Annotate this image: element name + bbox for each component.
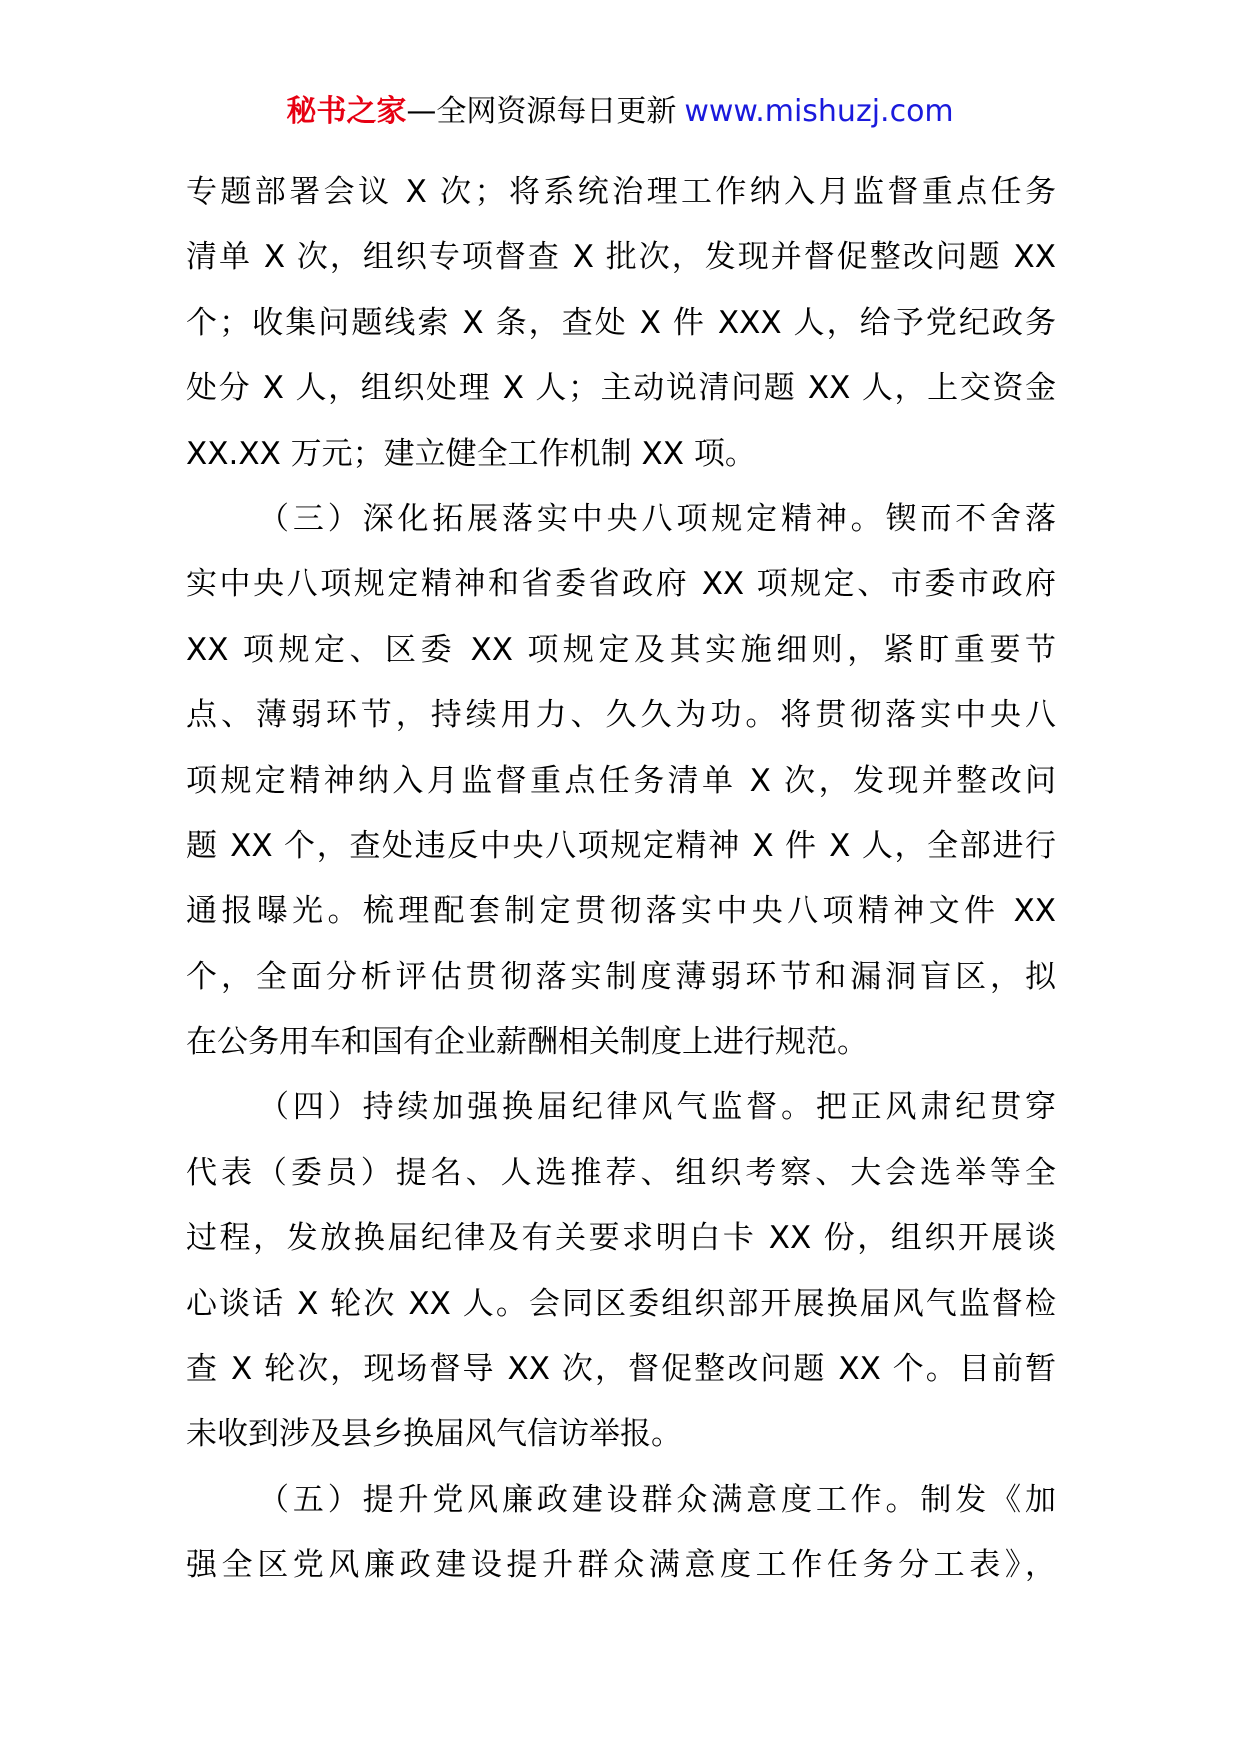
text-line: 点、薄弱环节，持续用力、久久为功。将贯彻落实中央八 [186, 697, 1056, 734]
text-line: 实中央八项规定精神和省委省政府 XX 项规定、市委市政府 [186, 566, 1056, 603]
site-url: www.mishuzj.com [684, 94, 954, 129]
site-tagline: 全网资源每日更新 [436, 94, 677, 129]
text-line: 强全区党风廉政建设提升群众满意度工作任务分工表》， [186, 1547, 1056, 1584]
text-line: 未收到涉及县乡换届风气信访举报。 [186, 1416, 682, 1453]
text-line: 清单 X 次，组织专项督查 X 批次，发现并督促整改问题 XX [186, 239, 1056, 276]
text-line: 项规定精神纳入月监督重点任务清单 X 次，发现并整改问 [186, 762, 1056, 799]
text-line: 查 X 轮次，现场督导 XX 次，督促整改问题 XX 个。目前暂 [186, 1351, 1056, 1388]
site-watermark-header [0, 92, 1240, 132]
document-body [186, 160, 1056, 1599]
text-line: 代表（委员）提名、人选推荐、组织考察、大会选举等全 [186, 1154, 1056, 1191]
header-dash: — [406, 94, 437, 129]
section-heading-line: （五）提升党风廉政建设群众满意度工作。制发《加 [258, 1481, 1056, 1518]
text-line: XX.XX 万元；建立健全工作机制 XX 项。 [186, 435, 756, 472]
text-line: 心谈话 X 轮次 XX 人。会同区委组织部开展换届风气监督检 [186, 1285, 1056, 1322]
site-brand: 秘书之家 [286, 94, 407, 129]
text-line: 个；收集问题线索 X 条，查处 X 件 XXX 人，给予党纪政务 [186, 304, 1056, 341]
text-line: 处分 X 人，组织处理 X 人；主动说清问题 XX 人，上交资金 [186, 370, 1056, 407]
text-line: 过程，发放换届纪律及有关要求明白卡 XX 份，组织开展谈 [186, 1220, 1056, 1257]
text-line: 专题部署会议 X 次；将系统治理工作纳入月监督重点任务 [186, 174, 1056, 210]
text-line: 通报曝光。梳理配套制定贯彻落实中央八项精神文件 XX [186, 893, 1056, 930]
text-line: 在公务用车和国有企业薪酬相关制度上进行规范。 [186, 1024, 868, 1061]
text-line: XX 项规定、区委 XX 项规定及其实施细则，紧盯重要节 [186, 631, 1056, 668]
text-line: 题 XX 个，查处违反中央八项规定精神 X 件 X 人，全部进行 [186, 827, 1056, 864]
text-line: 个，全面分析评估贯彻落实制度薄弱环节和漏洞盲区，拟 [186, 958, 1056, 995]
section-heading-line: （四）持续加强换届纪律风气监督。把正风肃纪贯穿 [258, 1089, 1056, 1126]
section-heading-line: （三）深化拓展落实中央八项规定精神。锲而不舍落 [258, 500, 1056, 537]
